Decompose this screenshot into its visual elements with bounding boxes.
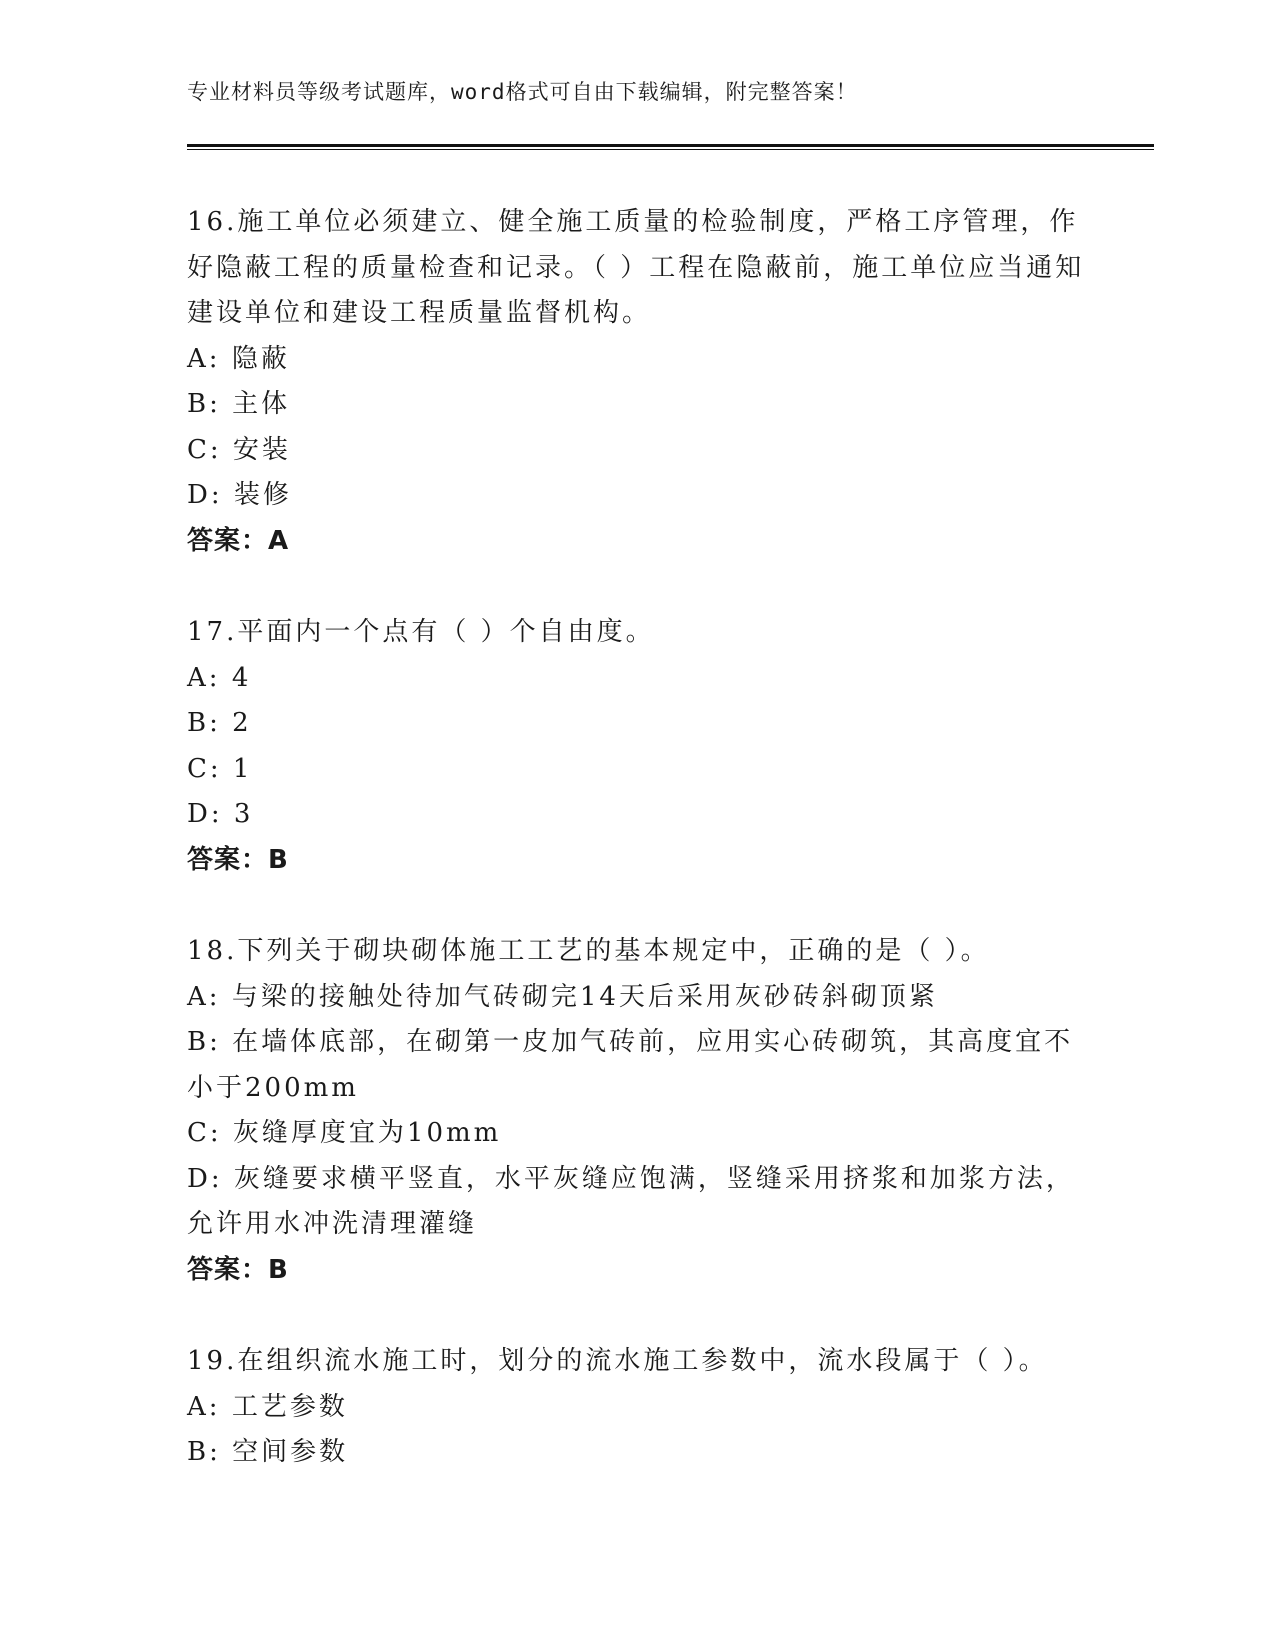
- option-text: 空间参数: [232, 1437, 349, 1467]
- option-d: [187, 473, 1087, 519]
- question-number: 17.: [187, 617, 238, 647]
- page-header: 专业材料员等级考试题库，word格式可自由下载编辑，附完整答案！: [187, 80, 858, 104]
- option-label: A:: [187, 343, 221, 374]
- option-text: 2: [232, 708, 252, 738]
- option-label: C:: [187, 753, 222, 784]
- option-text: 在墙体底部，在砌第一皮加气砖前，应用实心砖砌筑，其高度宜不小于200mm: [187, 1027, 1074, 1103]
- question-text: [187, 200, 1087, 337]
- option-text: 装修: [233, 480, 292, 510]
- question-body: 施工单位必须建立、健全施工质量的检验制度，严格工序管理，作好隐蔽工程的质量检查和记录。（ ）工程在隐蔽前，施工单位应当通知建设单位和建设工程质量监督机构。: [187, 207, 1085, 328]
- option-a: [187, 337, 1087, 383]
- option-label: B:: [187, 389, 221, 419]
- option-c: [187, 428, 1087, 474]
- option-label: C:: [187, 434, 222, 465]
- question-body: 平面内一个点有（ ）个自由度。: [237, 617, 655, 647]
- option-label: C:: [187, 1118, 222, 1148]
- option-text: 工艺参数: [231, 1391, 348, 1422]
- option-label: A:: [187, 1391, 221, 1422]
- option-label: B:: [187, 1027, 221, 1057]
- option-label: B:: [187, 1437, 221, 1467]
- option-text: 3: [233, 799, 254, 829]
- question-list: [187, 200, 1087, 1522]
- option-text: 灰缝要求横平竖直，水平灰缝应饱满，竖缝采用挤浆和加浆方法，允许用水冲洗清理灌缝: [187, 1163, 1075, 1239]
- question-18: [187, 929, 1087, 1293]
- answer: 答案：A: [187, 525, 290, 556]
- option-a: [187, 656, 1087, 702]
- question-text: [187, 929, 1087, 975]
- question-text: [187, 1339, 1087, 1385]
- option-a: [187, 975, 1087, 1021]
- option-text: 主体: [232, 389, 291, 419]
- option-d: [187, 792, 1087, 838]
- question-text: [187, 610, 1087, 656]
- option-text: 1: [232, 753, 253, 784]
- option-c: [187, 1111, 1087, 1157]
- answer: 答案：B: [187, 1254, 289, 1285]
- option-text: 4: [231, 662, 252, 693]
- option-b: [187, 701, 1087, 747]
- option-b: [187, 1020, 1087, 1111]
- option-label: A:: [187, 662, 221, 693]
- question-body: 在组织流水施工时，划分的流水施工参数中，流水段属于（ ）。: [237, 1346, 1048, 1376]
- option-label: B:: [187, 708, 221, 738]
- option-b: [187, 1430, 1087, 1476]
- question-body: 下列关于砌块砌体施工工艺的基本规定中，正确的是（ ）。: [237, 936, 990, 966]
- option-text: 安装: [232, 434, 291, 465]
- option-label: D:: [187, 480, 223, 510]
- option-label: D:: [187, 799, 223, 829]
- option-label: A:: [187, 981, 221, 1012]
- option-a: [187, 1385, 1087, 1431]
- option-text: 隐蔽: [231, 343, 290, 374]
- option-b: [187, 382, 1087, 428]
- option-c: [187, 747, 1087, 793]
- option-d: [187, 1157, 1087, 1248]
- option-text: 灰缝厚度宜为10mm: [232, 1118, 502, 1148]
- question-number: 16.: [187, 207, 238, 237]
- question-16: [187, 200, 1087, 564]
- question-number: 18.: [187, 936, 238, 966]
- option-text: 与梁的接触处待加气砖砌完14天后采用灰砂砖斜砌顶紧: [231, 981, 938, 1012]
- question-19: [187, 1339, 1087, 1476]
- option-label: D:: [187, 1163, 223, 1194]
- header-divider: [187, 144, 1154, 150]
- answer: 答案：B: [187, 844, 289, 875]
- question-number: 19.: [187, 1346, 238, 1376]
- question-17: [187, 610, 1087, 883]
